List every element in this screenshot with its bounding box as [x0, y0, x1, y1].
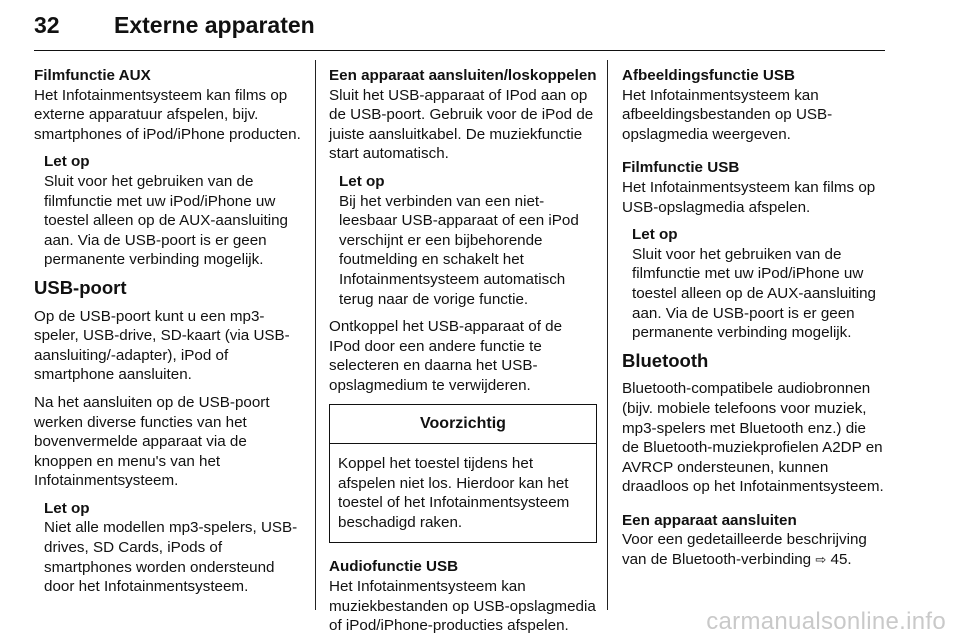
- page-title: Externe apparaten: [114, 12, 315, 38]
- column-divider: [607, 60, 608, 610]
- film-text: Het Infotainmentsysteem kan films op USB-opslagmedia afspelen.: [622, 178, 876, 216]
- page-reference-arrow-icon: ⇨: [815, 552, 827, 568]
- watermark: carmanualsonline.info: [706, 608, 946, 635]
- disconnect-text: Ontkoppel het USB-apparaat of de IPod door een andere functie te selecteren en daarna het USB-opslagmedium te verwijderen.: [329, 318, 563, 394]
- bt-connect-heading: Een apparaat aansluiten: [622, 511, 797, 529]
- connect-text: Sluit het USB-apparaat of IPod aan op de USB-poort. Gebruik voor de iPod de juiste aansluitkabel. De muziekfunctie start automatisch.: [329, 86, 594, 163]
- usb-text: Op de USB-poort kunt u een mp3-speler, USB-drive, SD-kaart (via USB-aansluiting/-adapter), iPod of smartphone aansluiten.: [34, 307, 290, 384]
- note: [44, 152, 304, 270]
- image-heading: Afbeeldingsfunctie USB: [622, 67, 795, 84]
- bt-connect-text: Voor een gedetailleerde beschrijving van de Bluetooth-verbinding: [622, 531, 867, 569]
- bt-connect-paragraph: [622, 530, 886, 569]
- usb-heading: USB-poort: [34, 276, 127, 298]
- column-divider: [315, 60, 316, 610]
- note: [339, 172, 597, 309]
- note: [44, 499, 304, 597]
- audio-text: Het Infotainmentsysteem kan muziekbestanden op USB-opslagmedia of iPod/iPhone-producties afspelen.: [329, 578, 596, 635]
- note-title: Let op: [339, 172, 385, 190]
- note: [632, 225, 886, 343]
- audio-heading: Audiofunctie USB: [329, 558, 459, 576]
- note-text: Sluit voor het gebruiken van de filmfunctie met uw iPod/iPhone uw toestel alleen op de AUX-aansluiting aan. Via de USB-poort is er geen permanente verbinding mogelijk.: [632, 245, 877, 342]
- bluetooth-text: Bluetooth-compatibele audiobronnen (bijv. mobiele telefoons voor muziek, mp3-spelers met Bluetooth enz.) die de Bluetooth-muziekprofielen A2DP en AVRCP ondersteunen, kunnen draadloos op het Infotainmentsysteem.: [622, 380, 884, 496]
- note-text: Bij het verbinden van een niet-leesbaar USB-apparaat of een iPod verschijnt er een bijbehorende foutmelding en schakelt het Infotainmentsysteem automatisch terug naar de vorige functie.: [339, 192, 579, 308]
- caution-text: Koppel het toestel tijdens het afspelen niet los. Hierdoor kan het toestel of het Infotainmentsysteem beschadigd raken.: [338, 455, 570, 531]
- note-title: Let op: [44, 499, 90, 517]
- column-2: [329, 66, 597, 644]
- bluetooth-heading: Bluetooth: [622, 349, 709, 371]
- aux-heading: Filmfunctie AUX: [34, 67, 151, 84]
- usb-text: Na het aansluiten op de USB-poort werken diverse functies van het bovenvermelde apparaat via de knoppen en menu's van het Infotainmentsysteem.: [34, 393, 270, 490]
- page-header: [34, 4, 885, 51]
- column-3: [622, 66, 886, 578]
- note-title: Let op: [44, 153, 90, 171]
- caution-box: [329, 404, 597, 544]
- page-reference-link[interactable]: 45.: [830, 551, 852, 569]
- note-text: Sluit voor het gebruiken van de filmfunctie met uw iPod/iPhone uw toestel alleen op de AUX-aansluiting aan. Via de USB-poort is er geen permanente verbinding mogelijk.: [44, 172, 289, 269]
- caution-title: Voorzichtig: [330, 405, 596, 445]
- column-1: [34, 66, 304, 605]
- film-heading: Filmfunctie USB: [622, 159, 740, 177]
- page-number: 32: [34, 12, 60, 38]
- note-title: Let op: [632, 226, 678, 244]
- image-text: Het Infotainmentsysteem kan afbeeldingsbestanden op USB-opslagmedia weergeven.: [622, 86, 833, 143]
- connect-heading: Een apparaat aansluiten/loskoppelen: [329, 67, 597, 84]
- note-text: Niet alle modellen mp3-spelers, USB-drives, SD Cards, iPods of smartphones worden ondersteund door het Infotainmentsysteem.: [44, 519, 298, 596]
- aux-text: Het Infotainmentsysteem kan films op externe apparatuur afspelen, bijv. smartphones of iPod/iPhone producten.: [34, 86, 301, 143]
